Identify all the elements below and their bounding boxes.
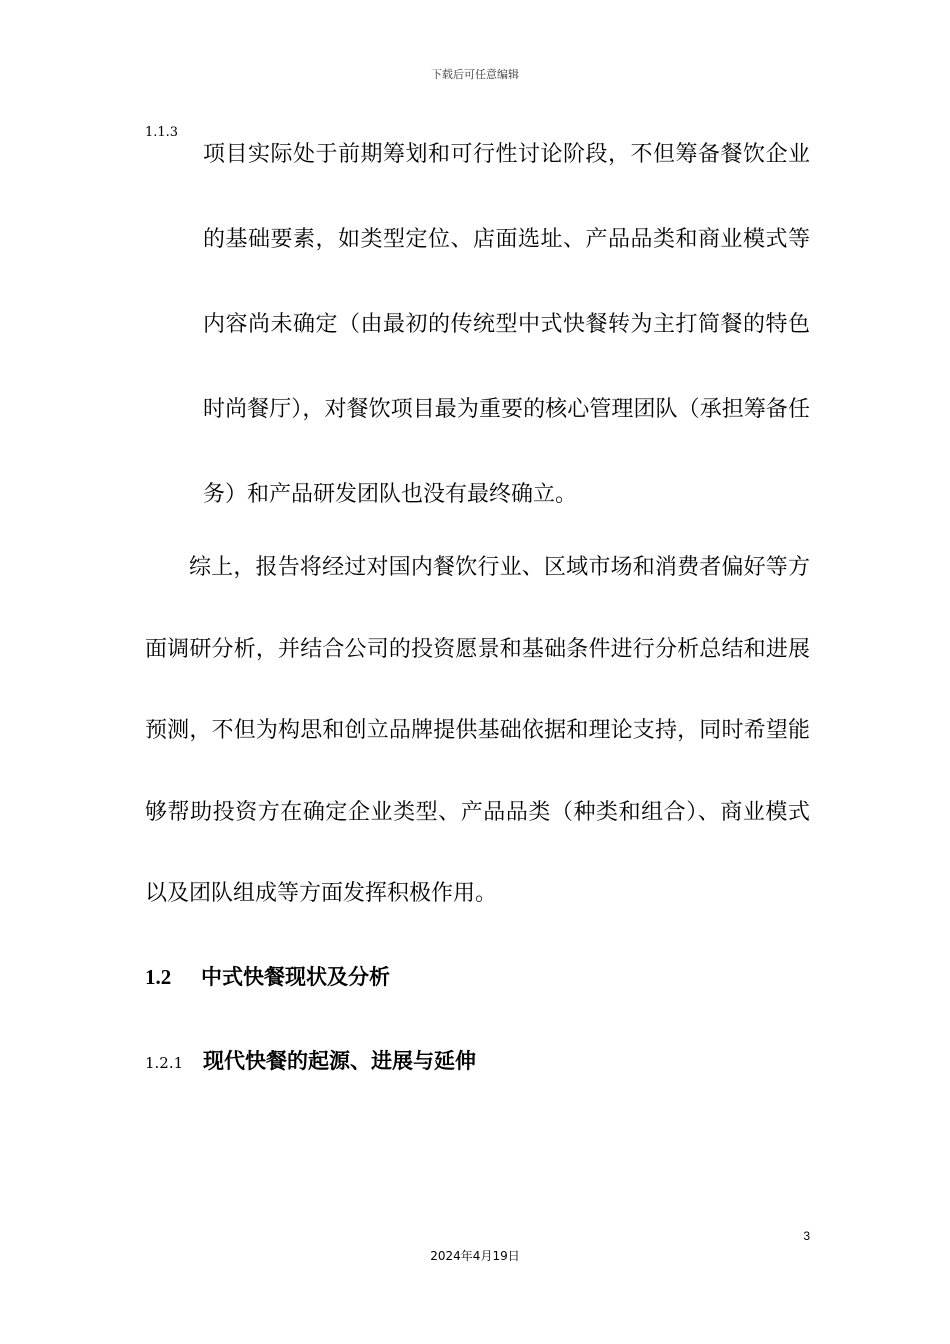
section-heading-1-2 [145, 962, 390, 992]
subheading-number: 1.2.1 [145, 1054, 184, 1072]
summary-paragraph: 综上，报告将经过对国内餐饮行业、区域市场和消费者偏好等方面调研分析，并结合公司的投资愿景和基础条件进行分析总结和进展预测，不但为构思和创立品牌提供基础依据和理论支持，同时希望能够帮助投资方在确定企业类型、产品品类（种类和组合）、商业模式以及团队组成等方面发挥积极作用。 [145, 555, 810, 907]
heading-title: 中式快餐现状及分析 [201, 964, 390, 989]
item-number: 1.1.3 [145, 125, 179, 140]
header-note: 下载后可任意编辑 [431, 68, 519, 81]
page-number: 3 [803, 1229, 810, 1243]
subsection-heading-1-2-1 [145, 1046, 476, 1078]
footer-date: 2024年4月19日 [430, 1249, 520, 1263]
item-text: 项目实际处于前期筹划和可行性讨论阶段，不但筹备餐饮企业的基础要素，如类型定位、店面选址、产品品类和商业模式等内容尚未确定（由最初的传统型中式快餐转为主打简餐的特色时尚餐厅），对餐饮项目最为重要的核心管理团队（承担筹备任务）和产品研发团队也没有最终确立。 [203, 142, 810, 507]
heading-number: 1.2 [145, 965, 172, 989]
subheading-title: 现代快餐的起源、进展与延伸 [203, 1048, 476, 1073]
